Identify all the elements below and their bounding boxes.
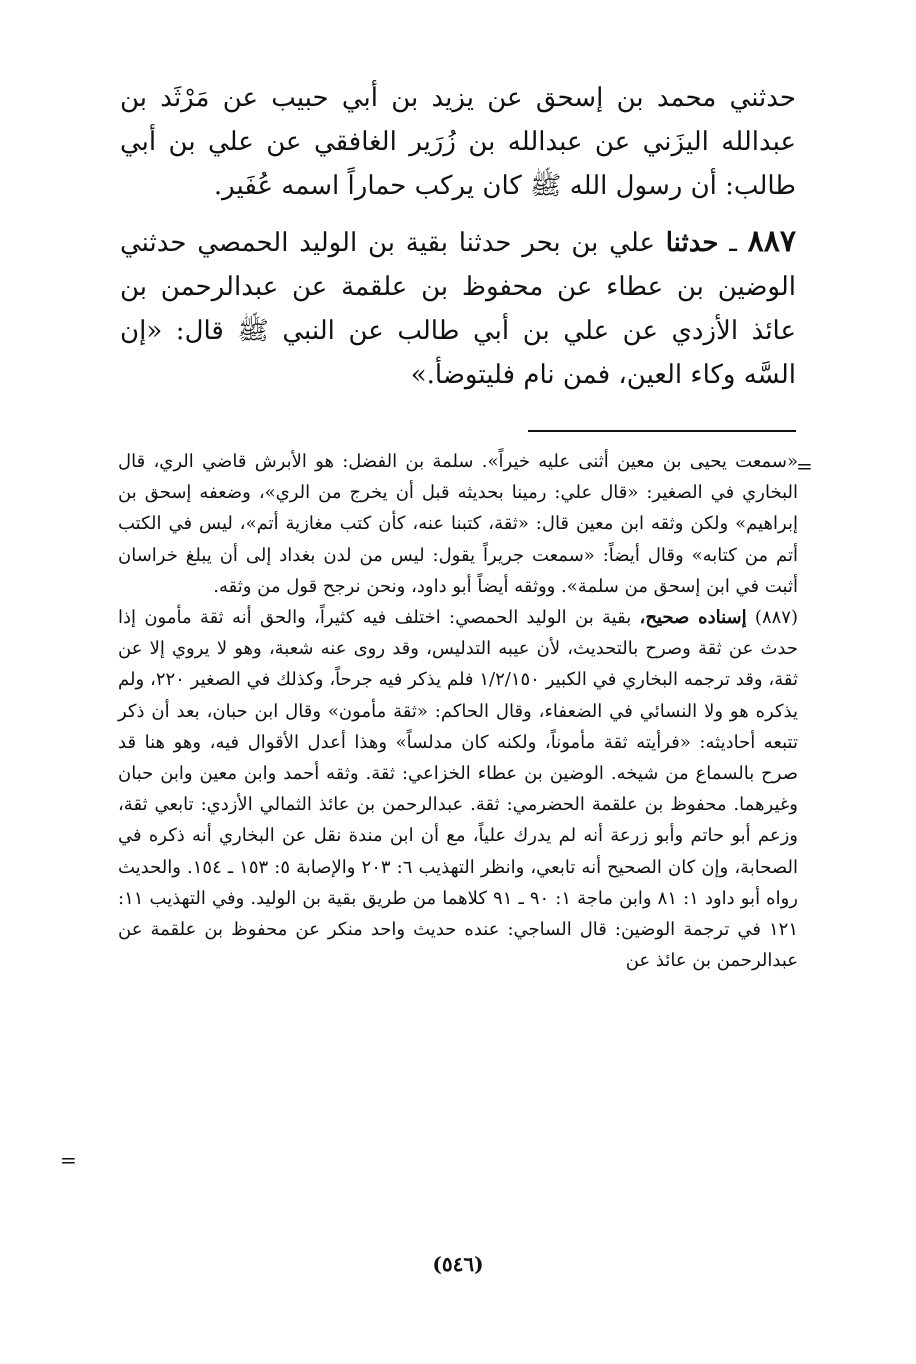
footnote-text: بقية بن الوليد الحمصي: اختلف فيه كثيراً، والحق أنه ثقة مأمون إذا حدث عن ثقة وصرح بالتحديث، لأن عيبه التدليس، وقد روى عنه شعبة، وهو لا يروي إلا عن ثقة، وقد ترجمه البخاري في الكبير ١/٢/١٥٠ فلم يذكر فيه جرحاً، وكذلك في الصغير ٢٢٠، ولم يذكره هو ولا النسائي في الضعفاء، وقال الحاكم: «ثقة مأمون» وقال ابن حبان، بعد أن ذكر تتبعه أحاديثه: «فرأيته ثقة مأموناً، ولكنه كان مدلساً» وهذا أعدل الأقوال فيه، وهو هنا قد صرح بالسماع من شيخه. الوضين بن عطاء الخزاعي: ثقة. وثقه أحمد وابن معين وابن حبان وغيرهما. محفوظ بن علقمة الحضرمي: ثقة. عبدالرحمن بن عائذ الثمالي الأزدي: تابعي ثقة، وزعم أبو حاتم وأبو زرعة أنه لم يدرك علياً، مع أن ابن مندة نقل عن البخاري أنه ذكره في الصحابة، وإن كان الصحيح أنه تابعي، وانظر التهذيب ٦: ٢٠٣ والإصابة ٥: ١٥٣ ـ ١٥٤. والحديث رواه أبو داود ١: ٨١ وابن ماجة ١: ٩٠ ـ ٩١ كلاهما من طريق بقية بن الوليد. وفي التهذيب ١١: ١٢١ في ترجمة الوضين: قال الساجي: عنده حديث واحد منكر عن محفوظ بن علقمة عن عبدالرحمن بن عائذ عن	[118, 607, 798, 972]
footnote-continued-mark: =	[796, 454, 813, 478]
hadith-887	[120, 220, 796, 397]
hadith-text: علي بن بحر حدثنا بقية بن الوليد الحمصي حدثني الوضين بن عطاء عن محفوظ بن علقمة عن عبدالرحمن بن عائذ الأزدي عن علي بن أبي طالب عن النبي ﷺ قال: «إن السَّه وكاء العين، فمن نام فليتوضأ.»	[120, 228, 796, 390]
hadith-886-continuation: حدثني محمد بن إسحق عن يزيد بن أبي حبيب عن مَرْثَد بن عبدالله اليزَني عن عبدالله بن زُرَير الغافقي عن علي بن أبي طالب: أن رسول الله ﷺ كان يركب حماراً اسمه عُفَير.	[120, 83, 796, 201]
main-text	[120, 76, 796, 397]
page-number: (٥٤٦)	[432, 1252, 484, 1276]
footnotes	[118, 446, 798, 976]
footnote-number: (٨٨٧)	[746, 607, 798, 629]
hadith-lead-word: حدثنا	[665, 228, 719, 258]
footnote-previous: «سمعت يحيى بن معين أثنى عليه خيراً». سلمة بن الفضل: هو الأبرش قاضي الري، قال البخاري في الصغير: «قال علي: رمينا بحديثه قبل أن يخرج من الري»، وضعفه إسحق بن إبراهيم» ولكن وثقه ابن معين قال: «ثقة، كتبنا عنه، كأن كتب مغازية أتم»، ليس في الكتب أتم من كتابه» وقال أيضاً: «سمعت جريراً يقول: ليس من لدن بغداد إلى أن يبلغ خراسان أثبت في ابن إسحق من سلمة». ووثقه أيضاً أبو داود، ونحن نرجح قول من وثقه.	[118, 451, 798, 597]
footnote-887	[118, 602, 798, 976]
hadith-number: ٨٨٧	[747, 224, 796, 259]
hadith-dash: ـ	[718, 228, 748, 258]
footnote-divider	[528, 430, 796, 432]
footnote-lead: إسناده صحيح،	[639, 607, 747, 629]
footnote-continues-mark: =	[60, 1148, 77, 1172]
